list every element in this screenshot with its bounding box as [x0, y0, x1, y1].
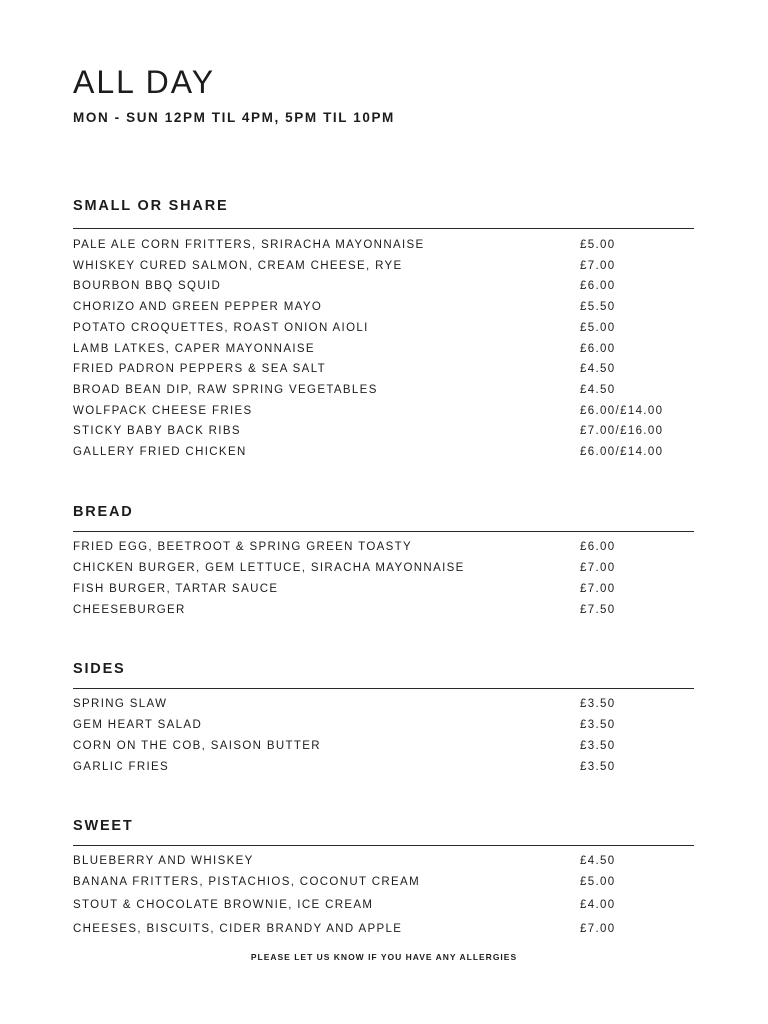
item-name: PALE ALE CORN FRITTERS, SRIRACHA MAYONNAISE: [73, 239, 425, 251]
section-divider: [73, 531, 694, 532]
item-price: £5.00: [580, 876, 616, 888]
item-name: WHISKEY CURED SALMON, CREAM CHEESE, RYE: [73, 259, 403, 272]
item-name: CHICKEN BURGER, GEM LETTUCE, SIRACHA MAYONNAISE: [73, 562, 465, 574]
menu-item: [73, 339, 694, 359]
item-name: SPRING SLAW: [73, 698, 168, 710]
item-price: £3.50: [580, 719, 616, 731]
opening-hours: MON - SUN 12PM TIL 4PM, 5PM TIL 10PM: [73, 110, 395, 125]
menu-item: [73, 757, 694, 777]
section-heading: SWEET: [73, 818, 134, 834]
menu-item: [73, 600, 694, 620]
menu-item: [73, 872, 694, 892]
item-price: £6.00/£14.00: [580, 446, 664, 458]
item-name: FISH BURGER, TARTAR SAUCE: [73, 583, 279, 595]
menu-item: [73, 715, 694, 735]
item-name: CHORIZO AND GREEN PEPPER MAYO: [73, 301, 323, 314]
menu-item: [73, 442, 694, 462]
item-name: BROAD BEAN DIP, RAW SPRING VEGETABLES: [73, 383, 378, 396]
item-name: GEM HEART SALAD: [73, 719, 203, 731]
item-name: CORN ON THE COB, SAISON BUTTER: [73, 740, 321, 752]
menu-item: [73, 297, 694, 317]
menu-item: [73, 895, 694, 915]
section-heading: BREAD: [73, 504, 134, 520]
menu-item: [73, 919, 694, 939]
item-price: £7.00: [580, 562, 616, 574]
page-title: ALL DAY: [73, 64, 216, 100]
item-price: £7.00/£16.00: [580, 425, 664, 438]
item-name: BOURBON BBQ SQUID: [73, 280, 222, 293]
section-heading: SIDES: [73, 661, 126, 677]
item-price: £4.50: [580, 855, 616, 867]
item-name: BANANA FRITTERS, PISTACHIOS, COCONUT CREAM: [73, 876, 421, 888]
section-divider: [73, 688, 694, 689]
menu-item: [73, 380, 694, 400]
item-price: £7.50: [580, 603, 616, 616]
menu-item: [73, 276, 694, 296]
section-divider: [73, 845, 694, 846]
menu-item: [73, 359, 694, 379]
item-price: £6.00/£14.00: [580, 404, 664, 417]
menu-item: [73, 579, 694, 599]
item-price: £4.00: [580, 899, 616, 911]
item-price: £7.00: [580, 583, 616, 595]
menu-item: [73, 401, 694, 421]
item-price: £3.50: [580, 761, 616, 773]
item-name: STOUT & CHOCOLATE BROWNIE, ICE CREAM: [73, 899, 374, 911]
item-name: WOLFPACK CHEESE FRIES: [73, 404, 253, 417]
item-price: £5.50: [580, 301, 616, 314]
item-name: GALLERY FRIED CHICKEN: [73, 446, 247, 458]
item-price: £5.00: [580, 321, 616, 334]
item-name: LAMB LATKES, CAPER MAYONNAISE: [73, 342, 315, 355]
item-price: £4.50: [580, 383, 616, 396]
item-price: £4.50: [580, 363, 616, 376]
item-name: FRIED PADRON PEPPERS & SEA SALT: [73, 363, 326, 376]
section-divider: [73, 228, 694, 229]
allergy-note: PLEASE LET US KNOW IF YOU HAVE ANY ALLERGIES: [250, 952, 518, 962]
item-price: £3.50: [580, 698, 616, 710]
menu-item: [73, 318, 694, 338]
item-name: POTATO CROQUETTES, ROAST ONION AIOLI: [73, 321, 369, 334]
section-heading: SMALL OR SHARE: [73, 198, 229, 214]
menu-item: [73, 736, 694, 756]
item-name: CHEESES, BISCUITS, CIDER BRANDY AND APPLE: [73, 922, 403, 935]
menu-item: [73, 256, 694, 276]
item-name: GARLIC FRIES: [73, 761, 170, 773]
item-price: £6.00: [580, 280, 616, 293]
menu-item: [73, 694, 694, 714]
item-name: BLUEBERRY AND WHISKEY: [73, 855, 254, 867]
menu-item: [73, 537, 694, 557]
item-name: FRIED EGG, BEETROOT & SPRING GREEN TOASTY: [73, 541, 413, 553]
item-name: CHEESEBURGER: [73, 603, 186, 616]
menu-item: [73, 558, 694, 578]
menu-item: [73, 421, 694, 441]
menu-item: [73, 851, 694, 871]
item-price: £3.50: [580, 740, 616, 752]
item-name: STICKY BABY BACK RIBS: [73, 425, 241, 438]
item-price: £7.00: [580, 259, 616, 272]
item-price: £5.00: [580, 239, 616, 251]
item-price: £6.00: [580, 342, 616, 355]
item-price: £6.00: [580, 541, 616, 553]
item-price: £7.00: [580, 922, 616, 935]
menu-item: [73, 235, 694, 255]
